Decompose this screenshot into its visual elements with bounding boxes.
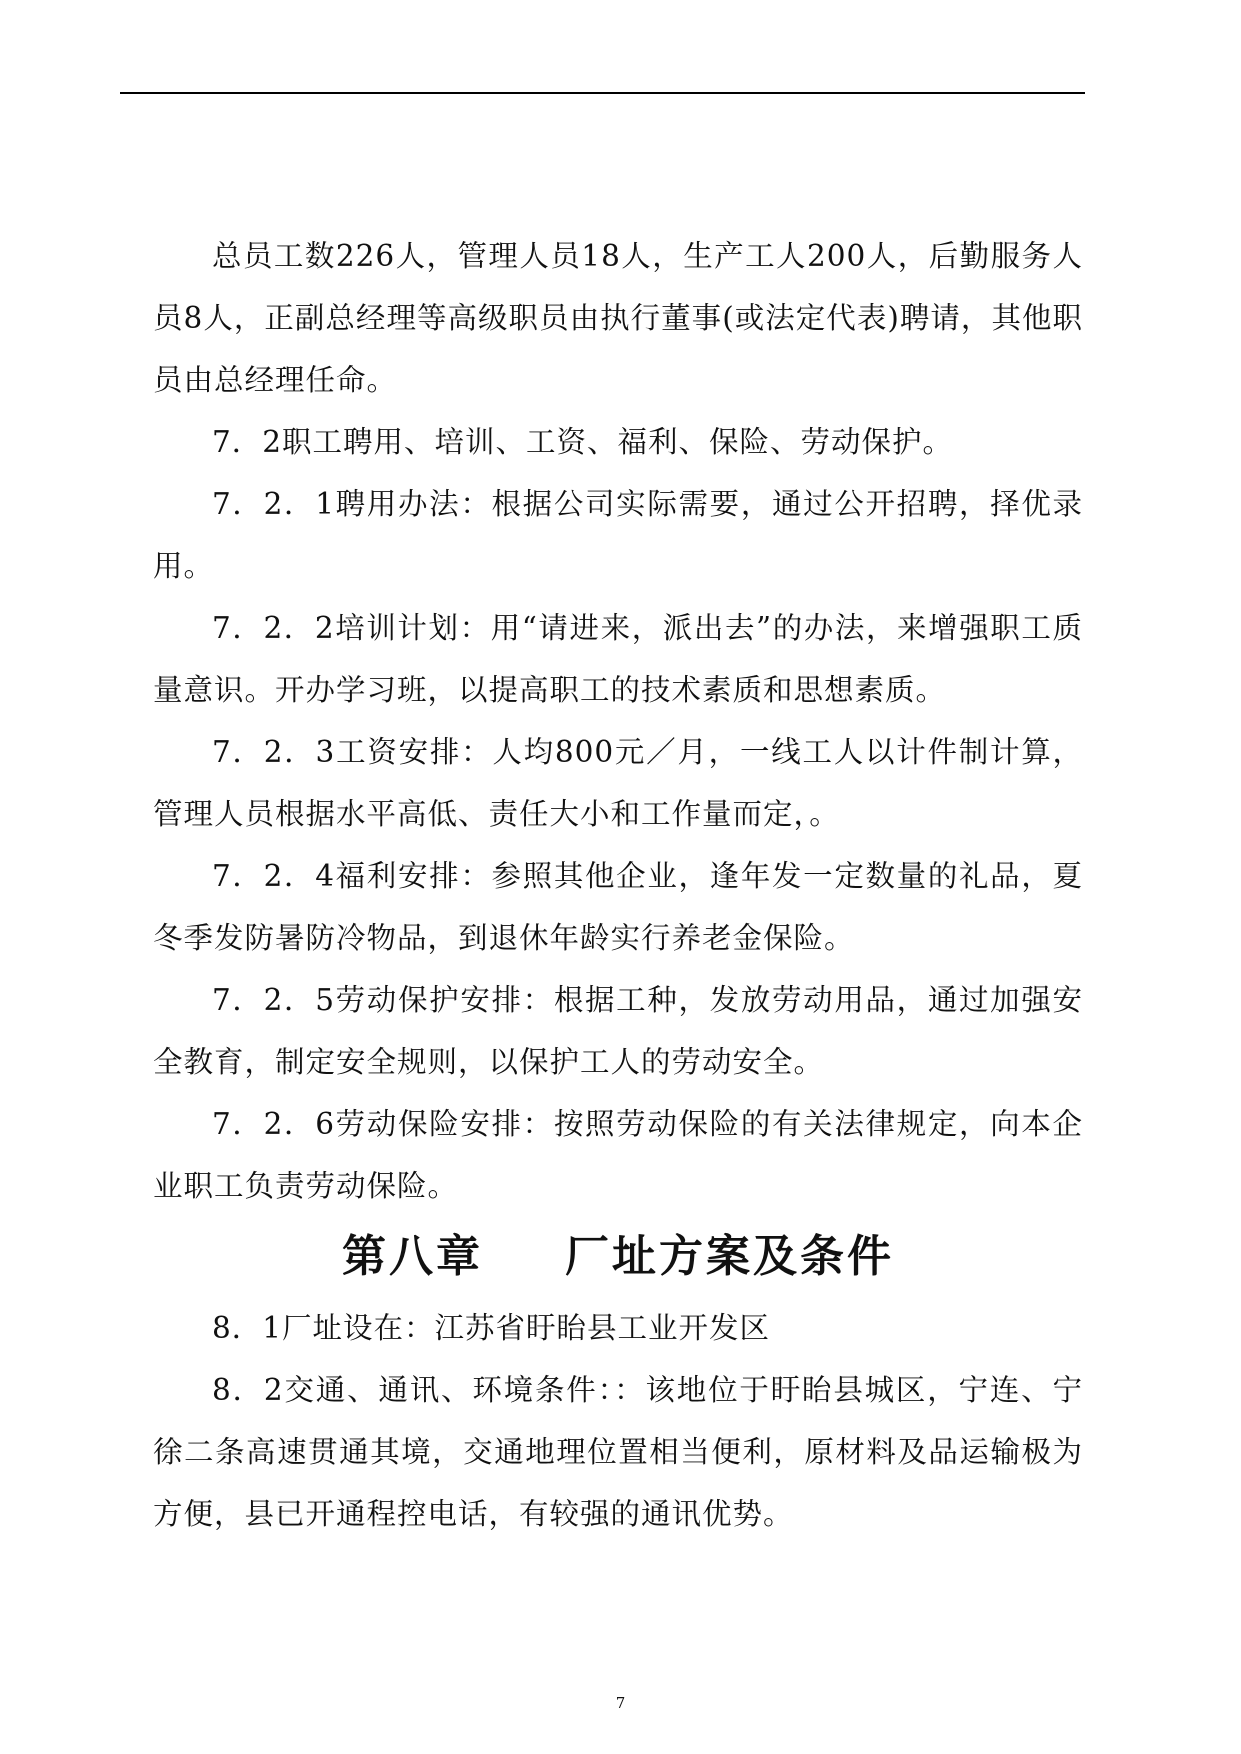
document-body [153,225,1083,1545]
paragraph-8-2: 8．2交通、通讯、环境条件：：该地位于盱眙县城区，宁连、宁徐二条高速贯通其境，交通地理位置相当便利，原材料及品运输极为方便，县已开通程控电话，有较强的通讯优势。 [153,1373,1083,1531]
paragraph-7-2-5: 7．2．5劳动保护安排：根据工种，发放劳动用品，通过加强安全教育，制定安全规则，以保护工人的劳动安全。 [153,983,1083,1079]
paragraph-7-2-4: 7．2．4福利安排：参照其他企业，逢年发一定数量的礼品，夏冬季发防暑防冷物品，到退休年龄实行养老金保险。 [153,859,1083,955]
chapter-title: 厂址方案及条件 [565,1231,894,1282]
paragraph-7-2-6: 7．2．6劳动保险安排：按照劳动保险的有关法律规定，向本企业职工负责劳动保险。 [153,1107,1083,1203]
chapter-heading [153,1217,1083,1297]
chapter-number: 第八章 [342,1231,483,1282]
paragraph-staffing: 总员工数226人，管理人员18人，生产工人200人，后勤服务人员8人，正副总经理等高级职员由执行董事(或法定代表)聘请，其他职员由总经理任命。 [153,239,1083,397]
header-rule [120,92,1085,94]
paragraph-7-2-1: 7．2．1聘用办法：根据公司实际需要，通过公开招聘，择优录用。 [153,487,1083,583]
page-number: 7 [615,1694,626,1712]
paragraph-7-2-2: 7．2．2培训计划：用“请进来，派出去”的办法，来增强职工质量意识。开办学习班，以提高职工的技术素质和思想素质。 [153,611,1083,707]
paragraph-8-1: 8．1厂址设在：江苏省盱眙县工业开发区 [212,1311,771,1345]
paragraph-7-2-3: 7．2．3工资安排：人均800元／月，一线工人以计件制计算，管理人员根据水平高低、责任大小和工作量而定，。 [153,735,1083,831]
paragraph-7-2: 7．2职工聘用、培训、工资、福利、保险、劳动保护。 [212,425,954,459]
